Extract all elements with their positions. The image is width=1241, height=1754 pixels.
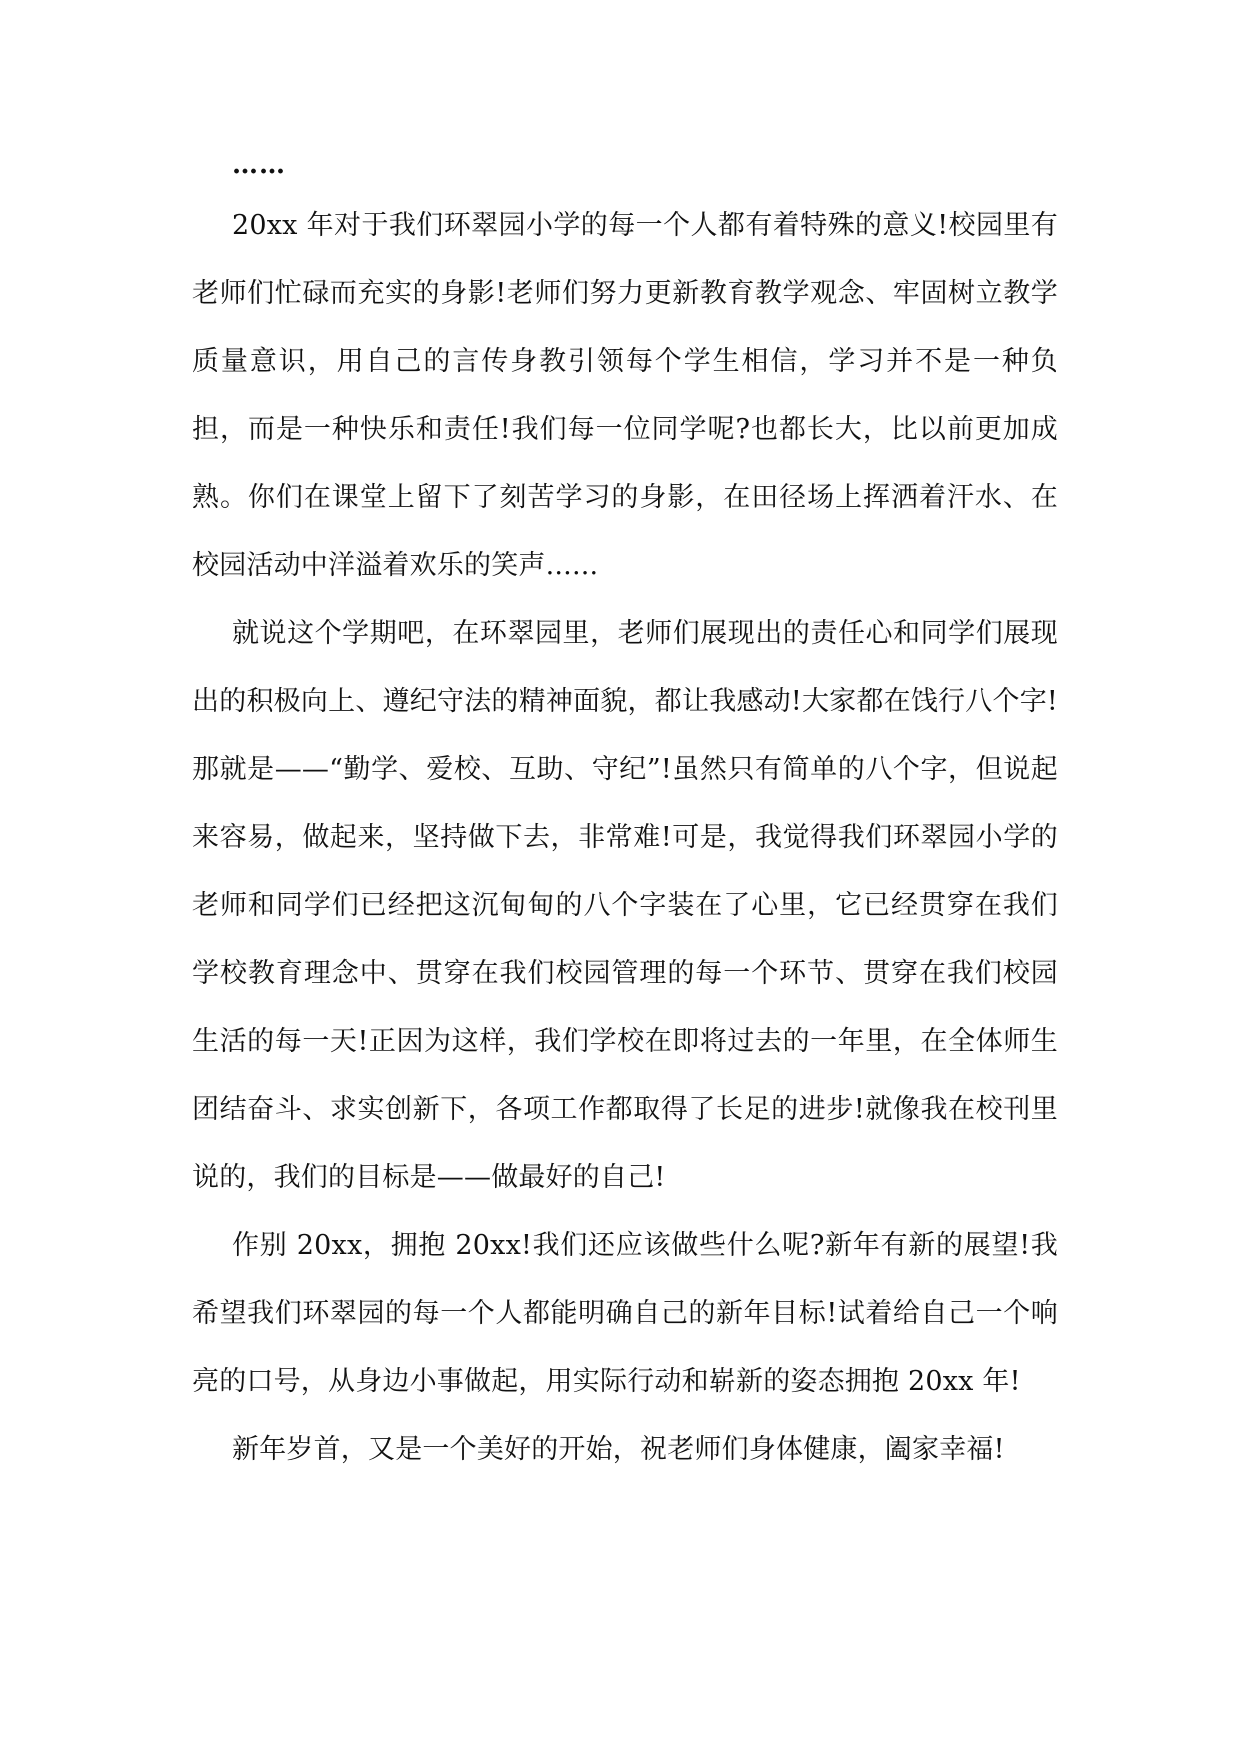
paragraph-2: 就说这个学期吧，在环翠园里，老师们展现出的责任心和同学们展现出的积极向上、遵纪守法的精神面貌，都让我感动!大家都在饯行八个字!那就是——“勤学、爱校、互助、守纪”!虽然只有简单的八个字，但说起来容易，做起来，坚持做下去，非常难!可是，我觉得我们环翠园小学的老师和同学们已经把这沉甸甸的八个字装在了心里，它已经贯穿在我们学校教育理念中、贯穿在我们校园管理的每一个环节、贯穿在我们校园生活的每一天!正因为这样，我们学校在即将过去的一年里，在全体师生团结奋斗、求实创新下，各项工作都取得了长足的进步!就像我在校刊里说的，我们的目标是——做最好的自己! [192, 618, 1058, 1193]
paragraph-1: 20xx 年对于我们环翠园小学的每一个人都有着特殊的意义!校园里有老师们忙碌而充实的身影!老师们努力更新教育教学观念、牢固树立教学质量意识，用自己的言传身教引领每个学生相信，学习并不是一种负担，而是一种快乐和责任!我们每一位同学呢?也都长大，比以前更加成熟。你们在课堂上留下了刻苦学习的身影，在田径场上挥洒着汗水、在校园活动中洋溢着欢乐的笑声...... [192, 210, 1058, 581]
paragraph-3: 作别 20xx，拥抱 20xx!我们还应该做些什么呢?新年有新的展望!我希望我们环翠园的每一个人都能明确自己的新年目标!试着给自己一个响亮的口号，从身边小事做起，用实际行动和崭新的姿态拥抱 20xx 年! [192, 1230, 1058, 1397]
document-body [192, 150, 1058, 1484]
leading-ellipsis: …… [232, 150, 286, 180]
paragraph-4: 新年岁首，又是一个美好的开始，祝老师们身体健康，阖家幸福! [232, 1434, 1005, 1465]
